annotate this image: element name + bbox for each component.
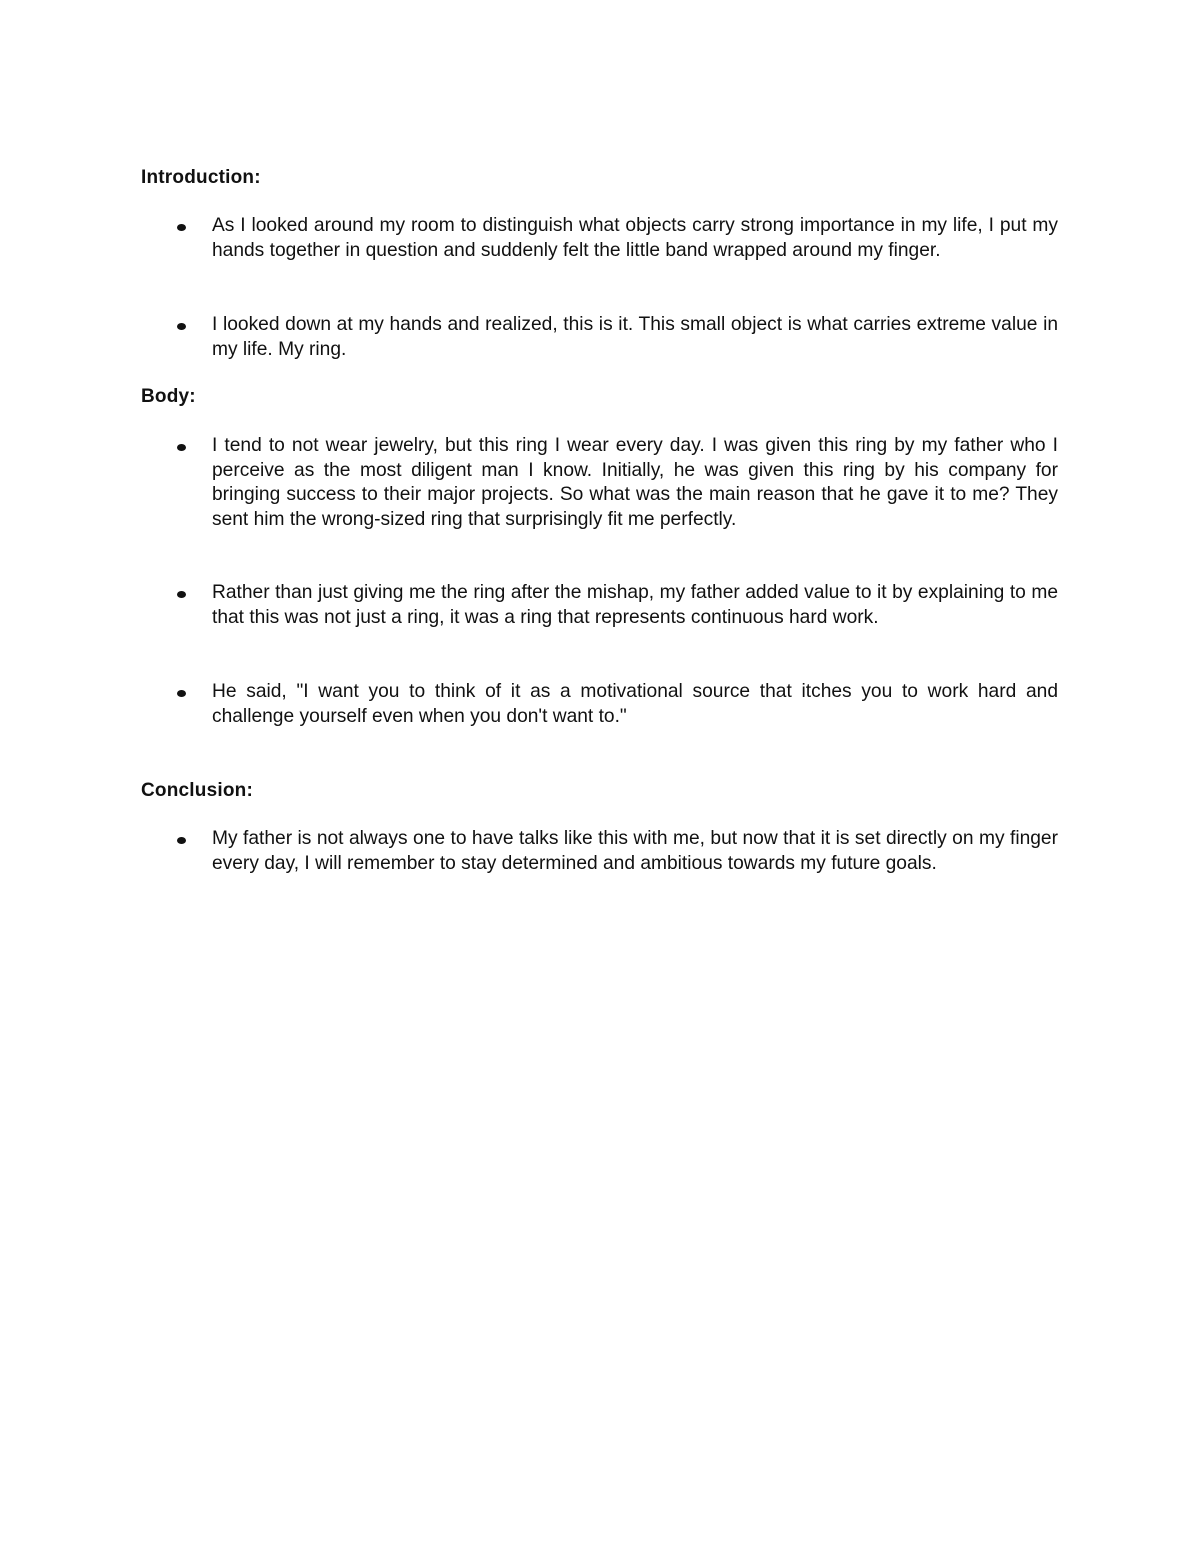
bullet-icon bbox=[176, 222, 186, 232]
section-heading-introduction: Introduction: bbox=[141, 167, 261, 188]
bullet-icon bbox=[176, 321, 186, 331]
section-heading-conclusion: Conclusion: bbox=[141, 780, 253, 801]
list-item: My father is not always one to have talks like this with me, but now that it is set directly on my finger every day, I will remember to stay determined and ambitious towards my future goals. bbox=[212, 828, 1058, 874]
list-item: As I looked around my room to distinguish what objects carry strong importance in my life, I put my hands together in question and suddenly felt the little band wrapped around my finger. bbox=[212, 215, 1058, 261]
list-item: I tend to not wear jewelry, but this ring I wear every day. I was given this ring by my father who I perceive as the most diligent man I know. Initially, he was given this ring by his company for bringing success to their major projects. So what was the main reason that he gave it to me? They sent him the wrong-sized ring that surprisingly fit me perfectly. bbox=[212, 435, 1058, 530]
bullet-icon bbox=[176, 835, 186, 845]
list-item: I looked down at my hands and realized, this is it. This small object is what carries extreme value in my life. My ring. bbox=[212, 314, 1058, 360]
list-item: He said, "I want you to think of it as a motivational source that itches you to work hard and challenge yourself even when you don't want to." bbox=[212, 681, 1058, 727]
section-heading-body: Body: bbox=[141, 386, 196, 407]
bullet-icon bbox=[176, 589, 186, 599]
bullet-icon bbox=[176, 442, 186, 452]
bullet-icon bbox=[176, 688, 186, 698]
list-item: Rather than just giving me the ring after the mishap, my father added value to it by explaining to me that this was not just a ring, it was a ring that represents continuous hard work. bbox=[212, 582, 1058, 628]
